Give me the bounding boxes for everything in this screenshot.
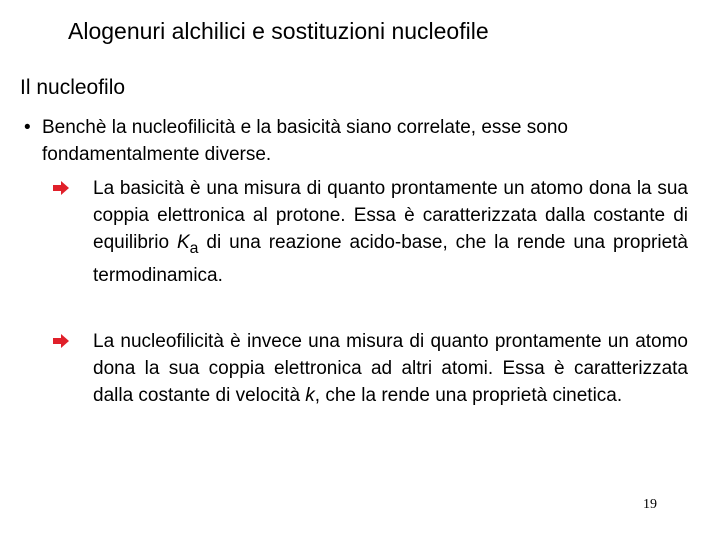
sub-bullet-basicity [93, 175, 688, 289]
main-bullet [24, 114, 694, 168]
equilibrium-subscript: a [189, 239, 199, 257]
slide-title: Alogenuri alchilici e sostituzioni nucleofile [68, 18, 489, 44]
rate-symbol: k [305, 385, 315, 406]
equilibrium-symbol: K [176, 232, 190, 253]
bullet-dot-icon: • [24, 117, 31, 138]
page-number: 19 [643, 497, 657, 512]
sub-bullet-text: La basicità è una misura di quanto prontamente un atomo dona la sua coppia elettronica al protone. Essa è caratterizzata dalla costante di equilibrio [93, 178, 688, 253]
sub-bullet-text: La nucleofilicità è invece una misura di quanto prontamente un atomo dona la sua coppia elettronica ad altri atomi. Essa è caratterizzata dalla costante di velocità [93, 331, 688, 406]
sub-bullet-text-end: di una reazione acido-base, che la rende una proprietà termodinamica. [93, 232, 688, 286]
arrow-right-icon [53, 334, 69, 348]
main-bullet-text: Benchè la nucleofilicità e la basicità siano correlate, esse sono fondamentalmente diverse. [42, 117, 568, 165]
arrow-right-icon [53, 181, 69, 195]
section-heading: Il nucleofilo [20, 76, 126, 99]
sub-bullet-nucleophilicity [93, 328, 688, 409]
sub-bullet-text-end: , che la rende una proprietà cinetica. [314, 385, 623, 406]
